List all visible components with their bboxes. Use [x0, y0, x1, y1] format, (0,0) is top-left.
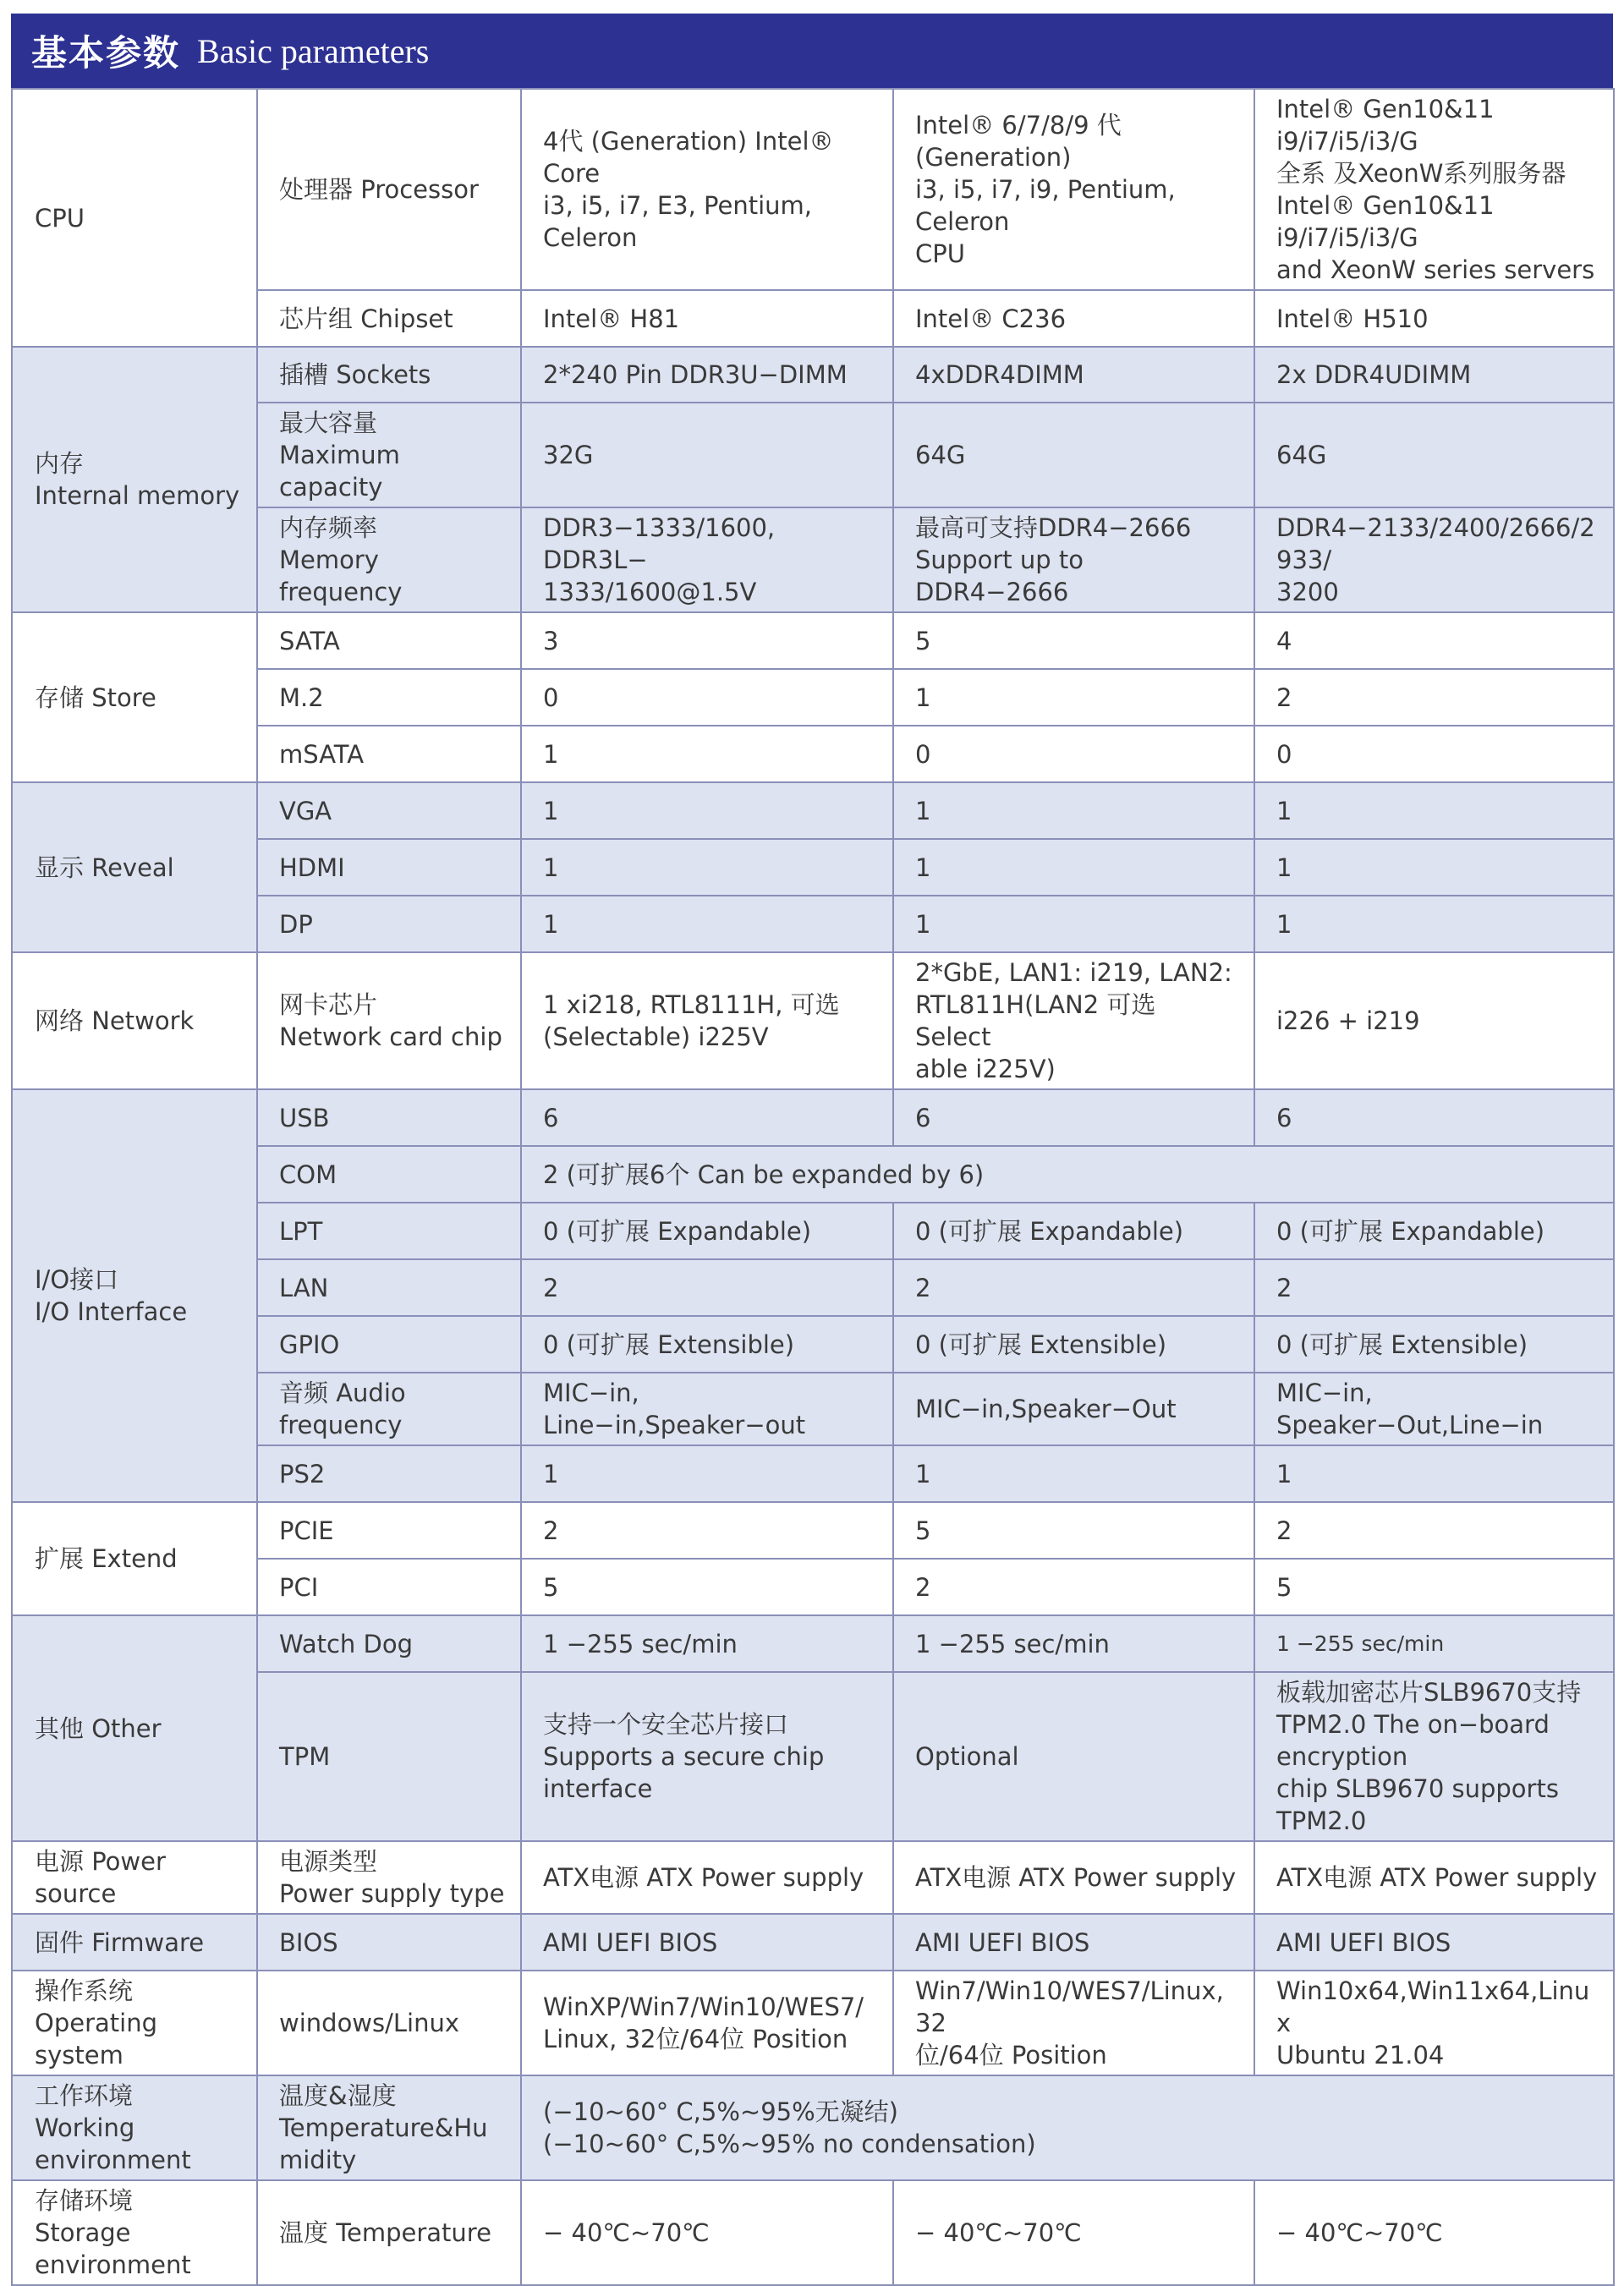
parameter-label: Watch Dog: [257, 1615, 521, 1672]
value-cell-v1: 3: [521, 612, 893, 669]
value-cell-v2: 0 (可扩展 Extensible): [893, 1316, 1254, 1373]
value-cell-v3: 板载加密芯片SLB9670支持 TPM2.0 The on−board encryption chip SLB9670 supports TPM2.0: [1254, 1672, 1614, 1841]
value-cell-v3: AMI UEFI BIOS: [1254, 1914, 1614, 1971]
value-cell-v1: 0: [521, 669, 893, 726]
value-cell-v2: Win7/Win10/WES7/Linux, 32 位/64位 Position: [893, 1971, 1254, 2075]
parameter-label: 温度 Temperature: [257, 2180, 521, 2285]
parameter-label: mSATA: [257, 726, 521, 782]
value-cell-v1: 4代 (Generation) Intel® Core i3, i5, i7, E3, Pentium, Celeron: [521, 89, 893, 290]
value-cell-v3: 1: [1254, 839, 1614, 896]
parameter-label: GPIO: [257, 1316, 521, 1373]
value-cell-v2: AMI UEFI BIOS: [893, 1914, 1254, 1971]
parameter-label: SATA: [257, 612, 521, 669]
parameter-label: 处理器 Processor: [257, 89, 521, 290]
parameter-label: COM: [257, 1146, 521, 1203]
value-cell-v1: AMI UEFI BIOS: [521, 1914, 893, 1971]
category-cell: 操作系统 Operating system: [12, 1971, 257, 2075]
category-cell: 扩展 Extend: [12, 1502, 257, 1615]
value-cell-v2: 2*GbE, LAN1: i219, LAN2: RTL811H(LAN2 可选 Select able i225V): [893, 952, 1254, 1089]
value-cell-v1: 0 (可扩展 Extensible): [521, 1316, 893, 1373]
value-cell-v3: 2: [1254, 1502, 1614, 1559]
parameter-label: PCIE: [257, 1502, 521, 1559]
value-cell-v3: 2x DDR4UDIMM: [1254, 347, 1614, 403]
value-cell-v2: 1: [893, 669, 1254, 726]
value-cell-v2: 1: [893, 782, 1254, 839]
value-cell-v3: i226 + i219: [1254, 952, 1614, 1089]
value-cell-v3: 64G: [1254, 403, 1614, 507]
spec-row-firmware: [12, 1914, 1614, 1971]
value-cell-all: 2 (可扩展6个 Can be expanded by 6): [521, 1146, 1614, 1203]
value-cell-v1: 1 xi218, RTL8111H, 可选 (Selectable) i225V: [521, 952, 893, 1089]
value-cell-v2: MIC−in,Speaker−Out: [893, 1373, 1254, 1445]
value-cell-v3: 1: [1254, 1445, 1614, 1502]
value-cell-v3: 4: [1254, 612, 1614, 669]
parameter-label: LAN: [257, 1259, 521, 1316]
value-cell-v3: Intel® Gen10&11 i9/i7/i5/i3/G 全系 及XeonW系列服务器 Intel® Gen10&11 i9/i7/i5/i3/G and XeonW series servers: [1254, 89, 1614, 290]
value-cell-v1: 5: [521, 1559, 893, 1615]
parameter-label: 插槽 Sockets: [257, 347, 521, 403]
parameter-label: M.2: [257, 669, 521, 726]
spec-row-cpu: [12, 89, 1614, 290]
parameter-label: 芯片组 Chipset: [257, 290, 521, 347]
value-cell-v1: − 40℃~70℃: [521, 2180, 893, 2285]
value-cell-v3: 2: [1254, 669, 1614, 726]
value-cell-v1: 2: [521, 1502, 893, 1559]
parameter-label: LPT: [257, 1203, 521, 1259]
category-cell: 存储环境 Storage environment: [12, 2180, 257, 2285]
value-cell-v3: 1: [1254, 896, 1614, 952]
value-cell-v3: DDR4−2133/2400/2666/2933/ 3200: [1254, 507, 1614, 612]
value-cell-v3: 0 (可扩展 Extensible): [1254, 1316, 1614, 1373]
category-cell: 显示 Reveal: [12, 782, 257, 952]
value-cell-v3: MIC−in, Speaker−Out,Line−in: [1254, 1373, 1614, 1445]
value-cell-v3: 1 −255 sec/min: [1254, 1615, 1614, 1672]
value-cell-all: (−10~60° C,5%~95%无凝结) (−10~60° C,5%~95% no condensation): [521, 2075, 1614, 2180]
spec-row-power: [12, 1841, 1614, 1914]
category-cell: 存储 Store: [12, 612, 257, 782]
value-cell-v3: Intel® H510: [1254, 290, 1614, 347]
value-cell-v2: Optional: [893, 1672, 1254, 1841]
spec-row-other: [12, 1615, 1614, 1672]
value-cell-v1: 1: [521, 726, 893, 782]
parameter-label: DP: [257, 896, 521, 952]
value-cell-v1: 6: [521, 1089, 893, 1146]
parameter-label: 最大容量 Maximum capacity: [257, 403, 521, 507]
value-cell-v3: ATX电源 ATX Power supply: [1254, 1841, 1614, 1914]
spec-row-storage: [12, 2180, 1614, 2285]
value-cell-v2: 64G: [893, 403, 1254, 507]
value-cell-v2: ATX电源 ATX Power supply: [893, 1841, 1254, 1914]
value-cell-v1: 支持一个安全芯片接口 Supports a secure chip interface: [521, 1672, 893, 1841]
spec-row-extend: [12, 1502, 1614, 1559]
value-cell-v2: 0 (可扩展 Expandable): [893, 1203, 1254, 1259]
value-cell-v2: Intel® 6/7/8/9 代 (Generation) i3, i5, i7, i9, Pentium, Celeron CPU: [893, 89, 1254, 290]
value-cell-v3: Win10x64,Win11x64,Linux Ubuntu 21.04: [1254, 1971, 1614, 2075]
parameter-label: 网卡芯片 Network card chip: [257, 952, 521, 1089]
spec-table-body: [12, 89, 1614, 2285]
parameter-label: HDMI: [257, 839, 521, 896]
category-cell: I/O接口 I/O Interface: [12, 1089, 257, 1502]
value-cell-v3: 2: [1254, 1259, 1614, 1316]
value-cell-v2: 0: [893, 726, 1254, 782]
category-cell: 工作环境 Working environment: [12, 2075, 257, 2180]
value-cell-v2: 4xDDR4DIMM: [893, 347, 1254, 403]
parameter-label: 音频 Audio frequency: [257, 1373, 521, 1445]
parameter-label: 电源类型 Power supply type: [257, 1841, 521, 1914]
category-cell: 电源 Power source: [12, 1841, 257, 1914]
value-cell-v1: 2: [521, 1259, 893, 1316]
value-cell-v3: 0 (可扩展 Expandable): [1254, 1203, 1614, 1259]
category-cell: 网络 Network: [12, 952, 257, 1089]
parameter-label: windows/Linux: [257, 1971, 521, 2075]
value-cell-v2: 1: [893, 896, 1254, 952]
category-cell: CPU: [12, 89, 257, 347]
parameter-label: 温度&湿度 Temperature&Humidity: [257, 2075, 521, 2180]
spec-row-io: [12, 1089, 1614, 1146]
value-cell-v1: 2*240 Pin DDR3U−DIMM: [521, 347, 893, 403]
value-cell-v2: − 40℃~70℃: [893, 2180, 1254, 2285]
value-cell-v2: 2: [893, 1259, 1254, 1316]
value-cell-v2: 5: [893, 1502, 1254, 1559]
value-cell-v3: 6: [1254, 1089, 1614, 1146]
section-header: [11, 14, 1613, 88]
category-cell: 固件 Firmware: [12, 1914, 257, 1971]
value-cell-v3: − 40℃~70℃: [1254, 2180, 1614, 2285]
spec-table: [11, 88, 1615, 2286]
value-cell-v3: 5: [1254, 1559, 1614, 1615]
value-cell-v2: 2: [893, 1559, 1254, 1615]
value-cell-v1: ATX电源 ATX Power supply: [521, 1841, 893, 1914]
value-cell-v1: WinXP/Win7/Win10/WES7/ Linux, 32位/64位 Position: [521, 1971, 893, 2075]
value-cell-v2: 6: [893, 1089, 1254, 1146]
value-cell-v1: 1: [521, 839, 893, 896]
spec-row-reveal: [12, 782, 1614, 839]
value-cell-v3: 1: [1254, 782, 1614, 839]
spec-row-store: [12, 612, 1614, 669]
spec-row-network: [12, 952, 1614, 1089]
value-cell-v2: 1 −255 sec/min: [893, 1615, 1254, 1672]
value-cell-v2: 1: [893, 839, 1254, 896]
value-cell-v2: 5: [893, 612, 1254, 669]
category-cell: 内存 Internal memory: [12, 347, 257, 612]
value-cell-v3: 0: [1254, 726, 1614, 782]
value-cell-v1: 0 (可扩展 Expandable): [521, 1203, 893, 1259]
spec-row-memory: [12, 347, 1614, 403]
spec-row-working: [12, 2075, 1614, 2180]
spec-row-os: [12, 1971, 1614, 2075]
parameter-label: VGA: [257, 782, 521, 839]
header-title-zh: 基本参数: [31, 32, 181, 74]
value-cell-v1: 32G: [521, 403, 893, 507]
parameter-label: 内存频率 Memory frequency: [257, 507, 521, 612]
value-cell-v1: 1: [521, 1445, 893, 1502]
value-cell-v1: 1: [521, 782, 893, 839]
value-cell-v1: 1 −255 sec/min: [521, 1615, 893, 1672]
value-cell-v2: 最高可支持DDR4−2666 Support up to DDR4−2666: [893, 507, 1254, 612]
value-cell-v1: Intel® H81: [521, 290, 893, 347]
value-cell-v2: Intel® C236: [893, 290, 1254, 347]
parameter-label: TPM: [257, 1672, 521, 1841]
value-cell-v1: DDR3−1333/1600, DDR3L− 1333/1600@1.5V: [521, 507, 893, 612]
parameter-label: BIOS: [257, 1914, 521, 1971]
value-cell-v1: MIC−in, Line−in,Speaker−out: [521, 1373, 893, 1445]
parameter-label: PCI: [257, 1559, 521, 1615]
value-cell-v1: 1: [521, 896, 893, 952]
value-cell-v2: 1: [893, 1445, 1254, 1502]
parameter-label: PS2: [257, 1445, 521, 1502]
category-cell: 其他 Other: [12, 1615, 257, 1841]
header-title-en: Basic parameters: [197, 31, 430, 70]
parameter-label: USB: [257, 1089, 521, 1146]
